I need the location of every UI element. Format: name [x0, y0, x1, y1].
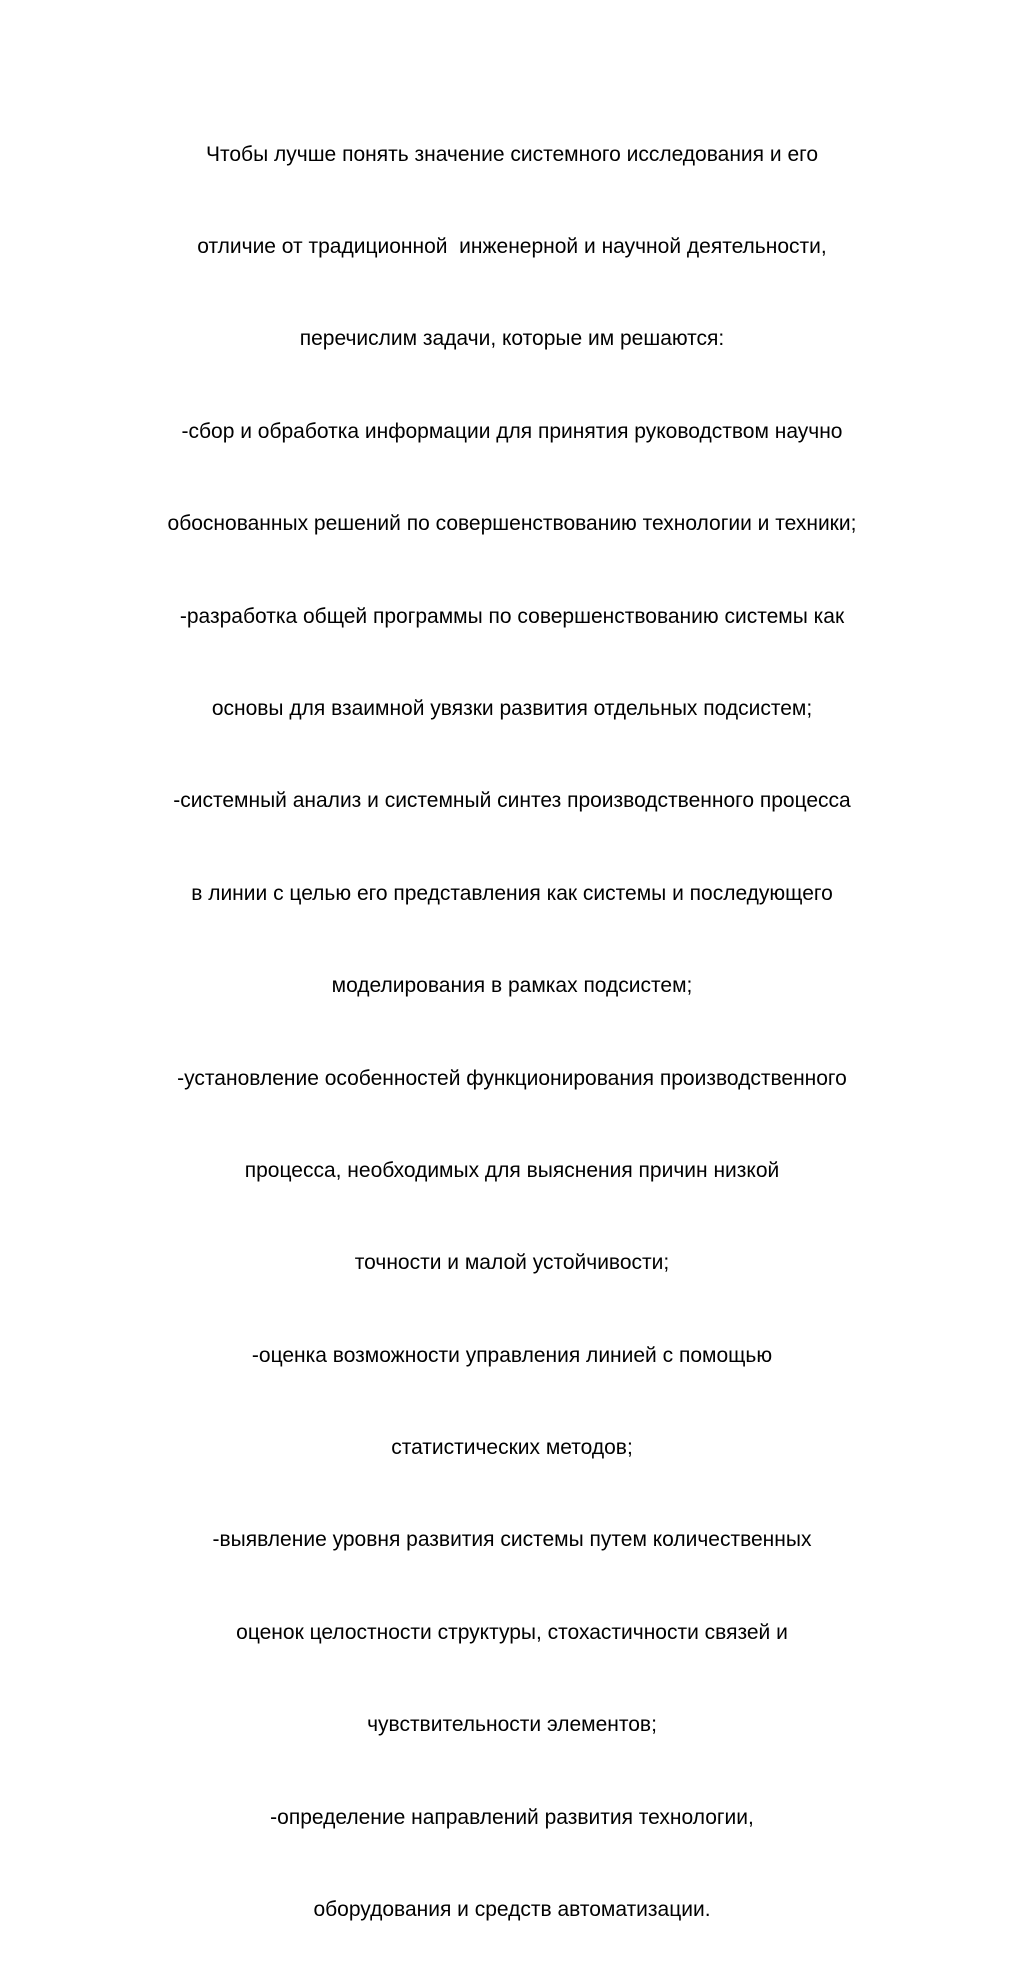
text-line: статистических методов;: [391, 1436, 633, 1460]
text-line: отличие от традиционной инженерной и научной деятельности,: [197, 234, 827, 258]
text-line: Чтобы лучше понять значение системного исследования и его: [206, 142, 818, 166]
text-line: процесса, необходимых для выяснения причин низкой: [244, 1158, 780, 1182]
text-line: -разработка общей программы по совершенствованию системы как: [179, 604, 845, 628]
text-line: моделирования в рамках подсистем;: [331, 974, 693, 998]
slide-text: [60, 78, 964, 1987]
text-line: точности и малой устойчивости;: [354, 1251, 670, 1275]
text-line: -сбор и обработка информации для принятия руководством научно: [181, 419, 843, 443]
text-line: оценок целостности структуры, стохастичности связей и: [236, 1620, 788, 1644]
text-line: чувствительности элементов;: [367, 1713, 657, 1737]
text-line: обоснованных решений по совершенствованию технологии и техники;: [167, 512, 857, 536]
text-line: -определение направлений развития технологии,: [270, 1805, 754, 1829]
text-line: в линии с целью его представления как системы и последующего: [191, 881, 833, 905]
text-line: -выявление уровня развития системы путем количественных: [212, 1528, 812, 1552]
text-line: -установление особенностей функционирования производственного: [177, 1066, 847, 1090]
text-line: основы для взаимной увязки развития отдельных подсистем;: [211, 696, 813, 720]
text-line: перечислим задачи, которые им решаются:: [299, 327, 725, 351]
text-line: -системный анализ и системный синтез производственного процесса: [173, 789, 851, 813]
text-line: -оценка возможности управления линией с помощью: [251, 1343, 773, 1367]
text-line: оборудования и средств автоматизации.: [313, 1898, 711, 1922]
